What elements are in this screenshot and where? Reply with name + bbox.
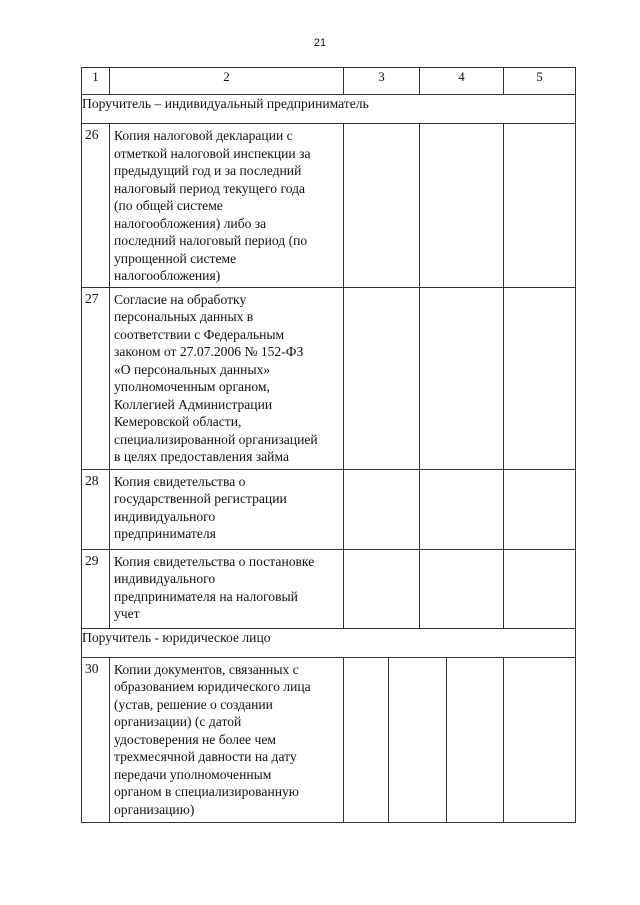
header-col-2: 2 [110, 68, 344, 95]
cell-col-4 [420, 549, 504, 628]
cell-col-3 [344, 469, 420, 549]
row-number: 30 [82, 657, 110, 822]
row-text: Копия свидетельства о государственной регистрации индивидуального предпринимателя [110, 469, 344, 549]
cell-col-4 [420, 287, 504, 469]
cell-col-3 [344, 287, 420, 469]
section-row-legal [82, 628, 576, 657]
header-col-3: 3 [344, 68, 420, 95]
cell-col-5 [504, 469, 576, 549]
cell-divider-2 [446, 658, 447, 822]
cell-col-5 [504, 549, 576, 628]
cell-col-3 [344, 124, 420, 288]
row-number: 27 [82, 287, 110, 469]
documents-table [81, 67, 576, 823]
table-row [82, 469, 576, 549]
cell-col-3 [344, 549, 420, 628]
row-text: Согласие на обработку персональных данных в соответствии с Федеральным законом от 27.07.2006 № 152-ФЗ «О персональных данных» уполномоченным органом, Коллегией Администрации Кемеровской области, специализированной организацией в целях предоставления займа [110, 287, 344, 469]
header-col-5: 5 [504, 68, 576, 95]
cell-col-3-4 [344, 657, 504, 822]
row-text: Копия налоговой декларации с отметкой налоговой инспекции за предыдущий год и за последний налоговый период текущего года (по общей системе налогообложения) либо за последний налоговый период (по упрощенной системе налогообложения) [110, 124, 344, 288]
cell-divider-1 [388, 658, 389, 822]
header-row [82, 68, 576, 95]
row-number: 29 [82, 549, 110, 628]
header-col-4: 4 [420, 68, 504, 95]
cell-col-5 [504, 124, 576, 288]
section-title-legal: Поручитель - юридическое лицо [82, 628, 576, 657]
cell-col-4 [420, 124, 504, 288]
cell-col-4 [420, 469, 504, 549]
table-row [82, 657, 576, 822]
table-row [82, 549, 576, 628]
table-row [82, 124, 576, 288]
row-number: 26 [82, 124, 110, 288]
section-title-ip: Поручитель – индивидуальный предприниматель [82, 95, 576, 124]
header-col-1: 1 [82, 68, 110, 95]
row-text: Копии документов, связанных с образованием юридического лица (устав, решение о создании организации) (с датой удостоверения не более чем трехмесячной давности на дату передачи уполномоченным органом в специализированную организацию) [110, 657, 344, 822]
cell-col-5 [504, 287, 576, 469]
table-row [82, 287, 576, 469]
cell-col-5 [504, 657, 576, 822]
row-number: 28 [82, 469, 110, 549]
page-number: 21 [313, 37, 327, 49]
section-row-ip [82, 95, 576, 124]
row-text: Копия свидетельства о постановке индивидуального предпринимателя на налоговый учет [110, 549, 344, 628]
